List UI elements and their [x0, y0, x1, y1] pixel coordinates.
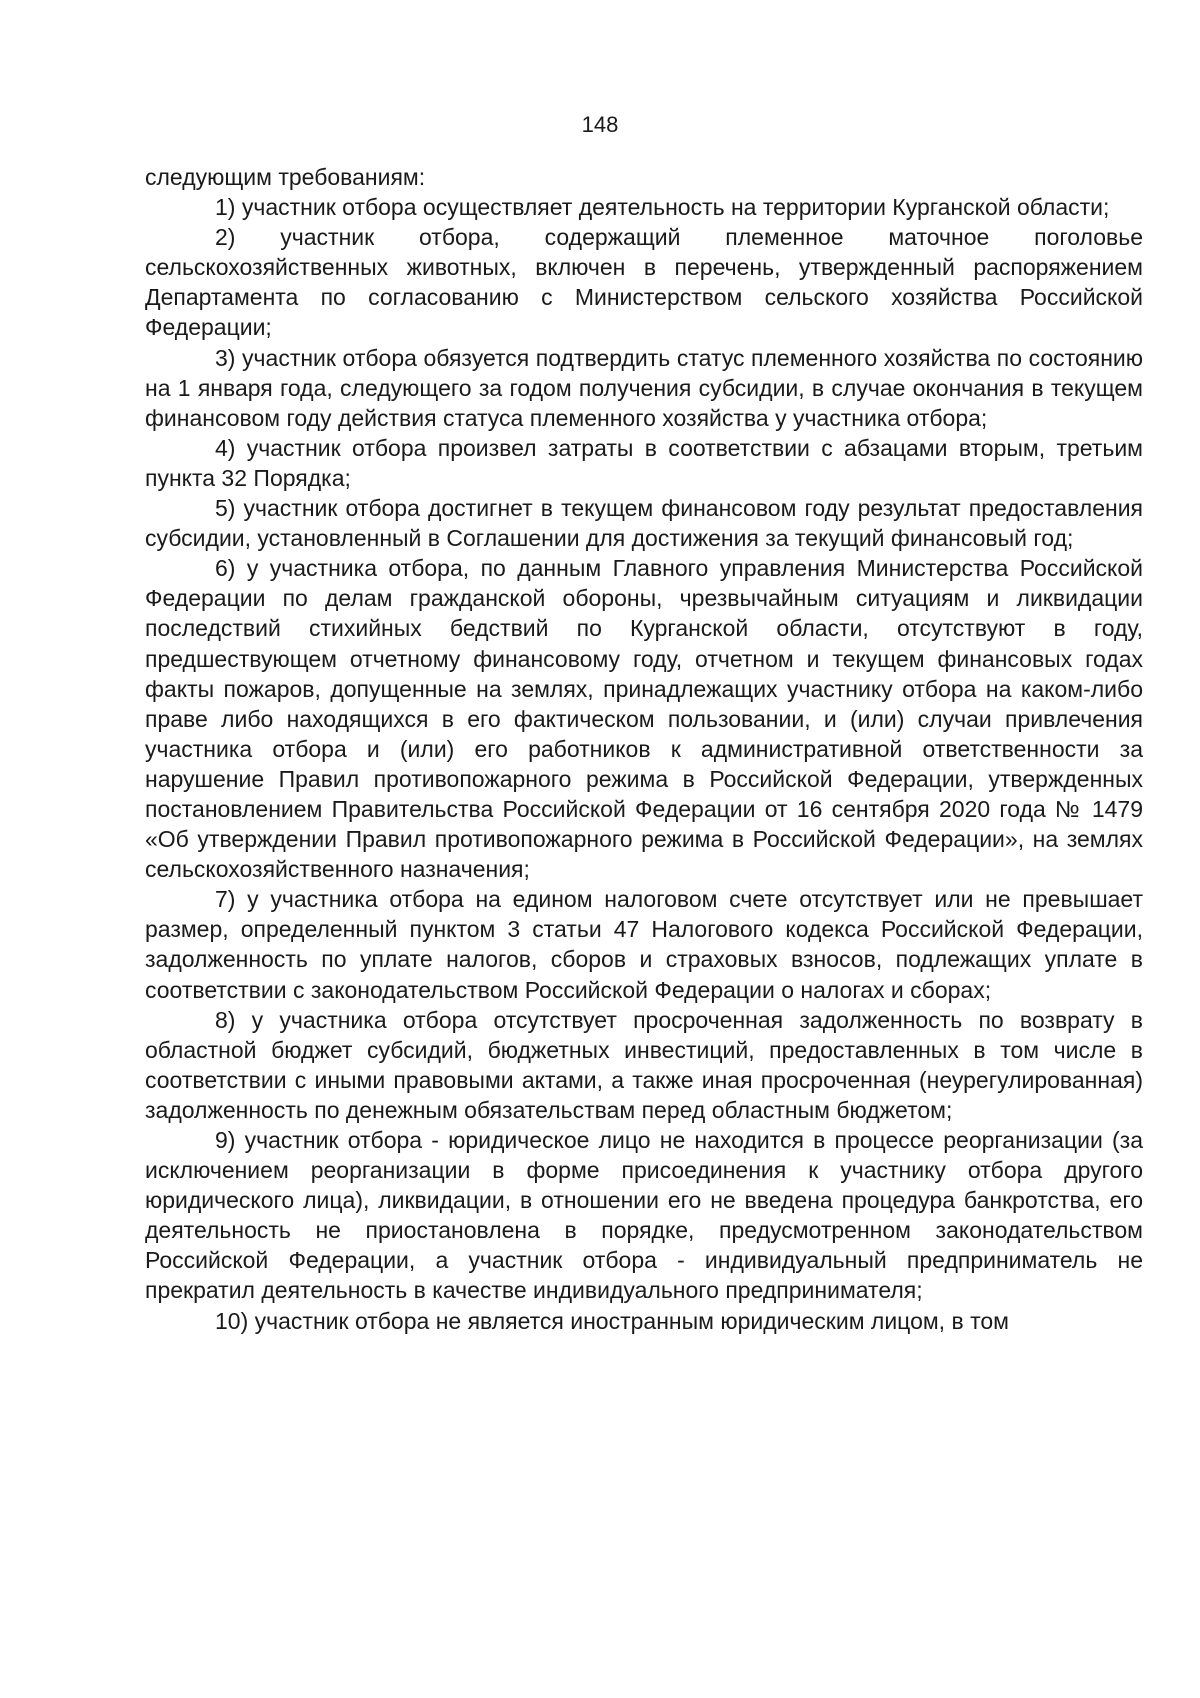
paragraph-item-4: 4) участник отбора произвел затраты в соответствии с абзацами вторым, третьим пункта 32 Порядка;: [145, 434, 1143, 491]
paragraph-item-5: 5) участник отбора достигнет в текущем финансовом году результат предоставления субсидии, установленный в Соглашении для достижения за текущий финансовый год;: [145, 495, 1143, 552]
paragraph-item-6: 6) у участника отбора, по данным Главного управления Министерства Российской Федерации по делам гражданской обороны, чрезвычайным ситуациям и ликвидации последствий стихийных бедствий по Курганской области, отсутствуют в году, предшествующем отчетному финансовому году, отчетном и текущем финансовых годах факты пожаров, допущенные на землях, принадлежащих участнику отбора на каком-либо праве либо находящихся в его фактическом пользовании, и (или) случаи привлечения участника отбора и (или) его работников к административной ответственности за нарушение Правил противопожарного режима в Российской Федерации, утвержденных постановлением Правительства Российской Федерации от 16 сентября 2020 года № 1479 «Об утверждении Правил противопожарного режима в Российской Федерации», на землях сельскохозяйственного назначения;: [145, 555, 1143, 883]
page-number: 148: [581, 112, 619, 137]
paragraph-item-7: 7) у участника отбора на едином налоговом счете отсутствует или не превышает размер, определенный пунктом 3 статьи 47 Налогового кодекса Российской Федерации, задолженность по уплате налогов, сборов и страховых взносов, подлежащих уплате в соответствии с законодательством Российской Федерации о налогах и сборах;: [145, 886, 1143, 1003]
paragraph-intro: следующим требованиям:: [145, 164, 426, 190]
paragraph-item-10: 10) участник отбора не является иностранным юридическим лицом, в том: [215, 1307, 1009, 1334]
paragraph-item-3: 3) участник отбора обязуется подтвердить статус племенного хозяйства по состоянию на 1 января года, следующего за годом получения субсидии, в случае окончания в текущем финансовом году действия статуса племенного хозяйства у участника отбора;: [145, 344, 1143, 431]
paragraph-item-9: 9) участник отбора - юридическое лицо не находится в процессе реорганизации (за исключением реорганизации в форме присоединения к участнику отбора другого юридического лица), ликвидации, в отношении его не введена процедура банкротства, его деятельность не приостановлена в порядке, предусмотренном законодательством Российской Федерации, а участник отбора - индивидуальный предприниматель не прекратил деятельность в качестве индивидуального предпринимателя;: [145, 1127, 1143, 1304]
paragraph-item-8: 8) у участника отбора отсутствует просроченная задолженность по возврату в областной бюджет субсидий, бюджетных инвестиций, предоставленных в том числе в соответствии с иными правовыми актами, а также иная просроченная (неурегулированная) задолженность по денежным обязательствам перед областным бюджетом;: [145, 1006, 1143, 1123]
paragraph-item-1: 1) участник отбора осуществляет деятельность на территории Курганской области;: [215, 194, 1110, 221]
document-body: [145, 162, 1143, 1336]
paragraph-item-2: 2) участник отбора, содержащий племенное маточное поголовье сельскохозяйственных животных, включен в перечень, утвержденный распоряжением Департамента по согласованию с Министерством сельского хозяйства Российской Федерации;: [145, 224, 1143, 341]
